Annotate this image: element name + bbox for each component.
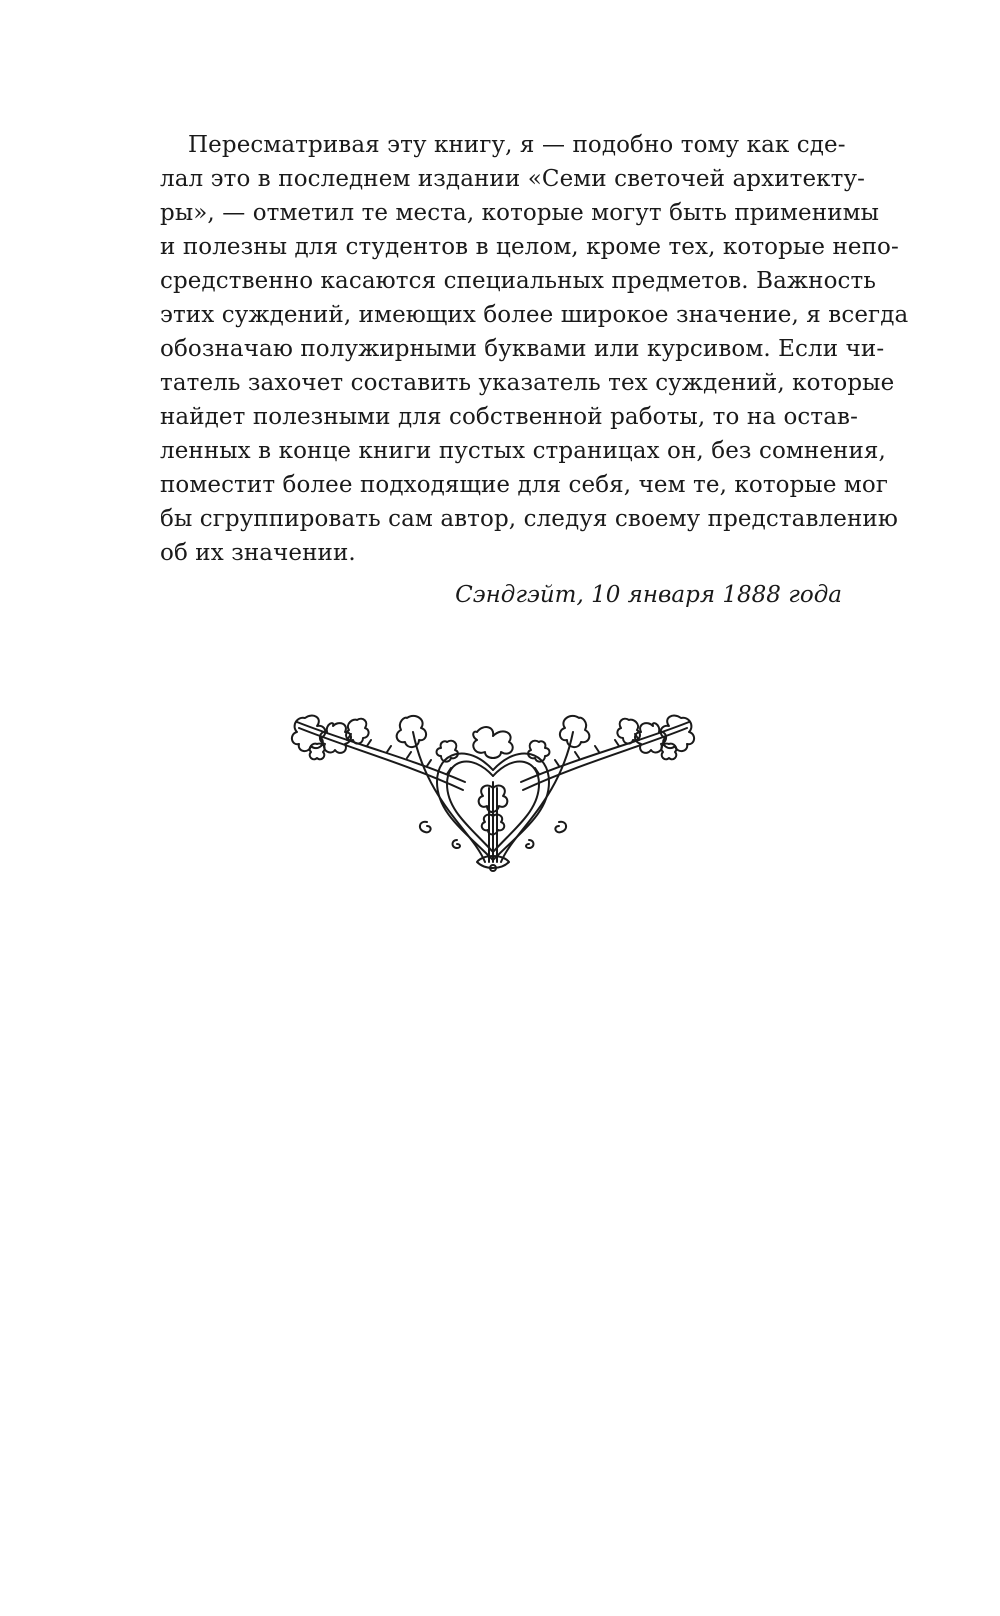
paragraph-line: поместит более подходящие для себя, чем те, которые мог — [160, 472, 889, 498]
preface-paragraph — [160, 128, 909, 570]
paragraph-line: лал это в последнем издании «Семи светочей архитекту- — [160, 166, 865, 192]
paragraph-line: татель захочет составить указатель тех суждений, которые — [160, 370, 895, 396]
paragraph-line: найдет полезными для собственной работы, то на остав- — [160, 404, 858, 430]
paragraph-line: обозначаю полужирными буквами или курсивом. Если чи- — [160, 336, 885, 362]
paragraph-line: ленных в конце книги пустых страницах он, без сомнения, — [160, 438, 886, 464]
foliage-tailpiece-ornament-icon — [287, 712, 699, 872]
paragraph-line: и полезны для студентов в целом, кроме тех, которые непо- — [160, 234, 899, 260]
paragraph-line: Пересматривая эту книгу, я — подобно тому как сде- — [188, 132, 846, 158]
signature-place-date: Сэндгэйт, 10 января 1888 года — [455, 582, 842, 608]
paragraph-line: средственно касаются специальных предметов. Важность — [160, 268, 876, 294]
paragraph-line: этих суждений, имеющих более широкое значение, я всегда — [160, 302, 909, 328]
paragraph-line: ры», — отметил те места, которые могут быть применимы — [160, 200, 880, 226]
paragraph-line: бы сгруппировать сам автор, следуя своему представлению — [160, 506, 898, 532]
paragraph-line: об их значении. — [160, 540, 356, 566]
